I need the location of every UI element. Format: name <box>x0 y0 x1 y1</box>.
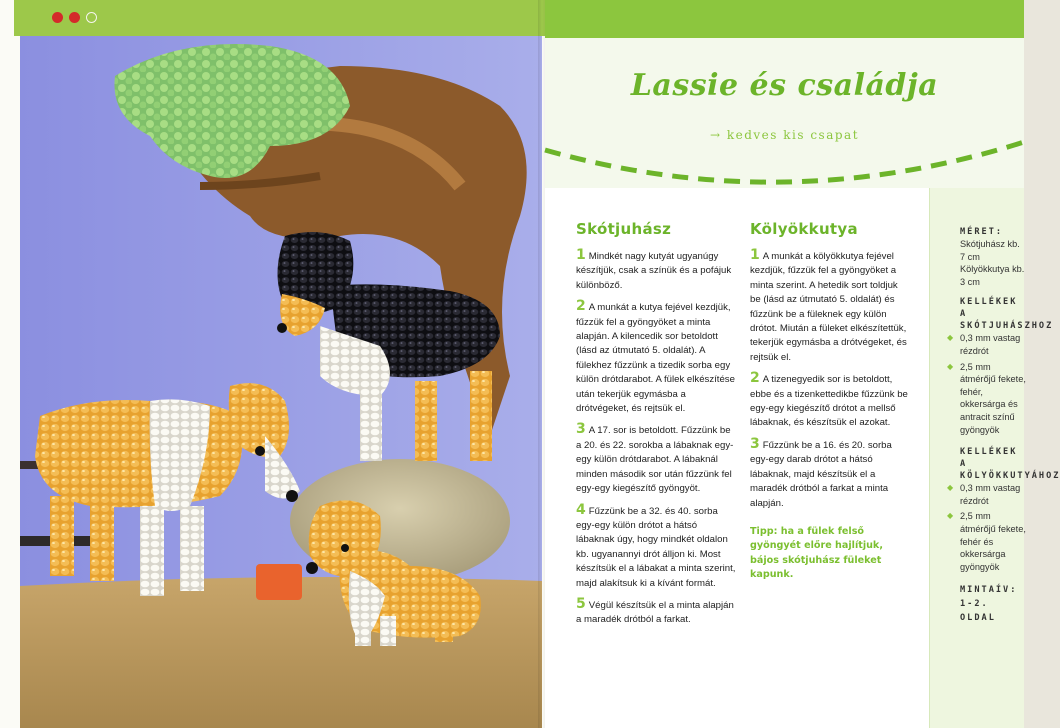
step-text: Fűzzünk be a 32. és 40. sorba egy-egy külön drótot a hátsó lábaknak úgy, hogy mindkét oldalon kb. ugyanannyi drót álljon ki. Most készítsük el a lábakat a minta szerint, majd alakítsuk ki a kívánt formát. <box>576 505 736 589</box>
step-item <box>576 503 736 591</box>
indicator-dots <box>52 12 97 23</box>
step-text: A tizenegyedik sor is betoldott, ebbe és a tizenkettedikbe fűzzünk be egy-egy kiegészítő drótot a mellső lábaknak, és készítsük el azokat. <box>750 374 908 429</box>
step-number: 3 <box>576 421 586 438</box>
step-number: 2 <box>576 298 586 315</box>
right-page <box>545 0 1060 728</box>
hollow-dot-icon <box>86 12 97 23</box>
right-header-band <box>545 0 1024 38</box>
step-item <box>576 597 736 628</box>
materials-a-list <box>960 332 1026 436</box>
list-item: ◆ 2,5 mm átmérőjű fekete, fehér és okkersárga gyöngyök <box>960 510 1026 573</box>
pattern-value: 1-2. OLDAL <box>960 599 996 624</box>
step-number: 1 <box>576 247 586 263</box>
beaded-dogs-photo <box>20 36 542 728</box>
section-heading: Kölyökkutya <box>750 220 858 238</box>
section-heading: Skótjuhász <box>576 220 672 238</box>
size-kolyokkutya: Kölyökkutya kb. 3 cm <box>960 264 1025 287</box>
step-number: 3 <box>750 435 760 452</box>
step-item <box>750 371 910 431</box>
materials-panel <box>929 188 1060 728</box>
page-subtitle: → kedves kis csapat <box>709 128 860 142</box>
step-number: 4 <box>576 501 586 518</box>
step-item <box>750 437 910 511</box>
materials-b-heading: KELLÉKEK A KÖLYÖKKUTYÁHOZ <box>960 447 1060 482</box>
step-number: 2 <box>750 370 760 387</box>
red-dot-icon <box>69 12 80 23</box>
size-skotjuhasz: Skótjuhász kb. 7 cm <box>960 239 1020 262</box>
step-item <box>750 248 910 365</box>
step-text: Mindkét nagy kutyát ugyanúgy készítjük, csak a színük és a pofájuk különböző. <box>576 251 732 291</box>
page-title: Lassie és családja <box>630 68 939 103</box>
step-item <box>576 248 736 293</box>
list-item: ◆ 0,3 mm vastag rézdrót <box>960 482 1026 507</box>
step-text: Fűzzünk be a 16. és 20. sorba egy-egy darab drótot a hátsó lábaknak, majd készítsük el a maradék drótból a farkat a minta alapján. <box>750 439 892 509</box>
size-text <box>960 238 1026 288</box>
tip-text: Tipp: ha a fülek felső gyöngyét előre hajlítjuk, bájos skótjuhász füleket kapunk. <box>750 525 883 581</box>
step-text: Végül készítsük el a minta alapján a maradék drótból a farkat. <box>576 599 734 626</box>
materials-a-heading: KELLÉKEK A SKÓTJUHÁSZHOZ <box>960 297 1054 332</box>
list-item: ◆ 0,3 mm vastag rézdrót <box>960 332 1026 357</box>
step-number: 5 <box>576 595 586 612</box>
step-item <box>576 299 736 416</box>
pattern-label: MINTAÍV: <box>960 585 1018 596</box>
step-number: 1 <box>750 247 760 263</box>
materials-b-list <box>960 482 1026 573</box>
section-kolyokkutya <box>750 220 910 583</box>
step-item <box>576 422 736 496</box>
step-text: A munkát a kölyökkutya fejével kezdjük, fűzzük fel a gyöngyöket a minta szerint. A hetedik sort toldjuk be (lásd az útmutató 5. oldalát) és fűzzünk be a füleknek egy külön drótot. Miután a füleket elkészítettük, tekerjük egymásba a drótvégeket, és rejtsük el. <box>750 251 907 363</box>
materials-panel-content <box>960 226 1060 625</box>
step-text: A munkát a kutya fejével kezdjük, fűzzük fel a gyöngyöket a minta alapján. A kilencedik sor betoldott (lásd az útmutató 5. oldalát). A fülekhez fűzzünk a tizedik sorba egy külön drótdarabot. A fülek elkészítése után tekerjük egymásba a drótvégeket, és rejtsük el. <box>576 302 735 415</box>
step-text: A 17. sor is betoldott. Fűzzünk be a 20. és 22. sorokba a lábaknak egy-egy külön drótdarabot. A lábaknál minden második sor után fűzzünk fel egy-egy kiegészítő gyöngyöt. <box>576 425 734 495</box>
section-skotjuhasz <box>576 220 736 634</box>
list-item: ◆ 2,5 mm átmérőjű fekete, fehér, okkersárga és antracit színű gyöngyök <box>960 361 1026 437</box>
red-dot-icon <box>52 12 63 23</box>
size-heading: MÉRET: <box>960 227 1004 237</box>
